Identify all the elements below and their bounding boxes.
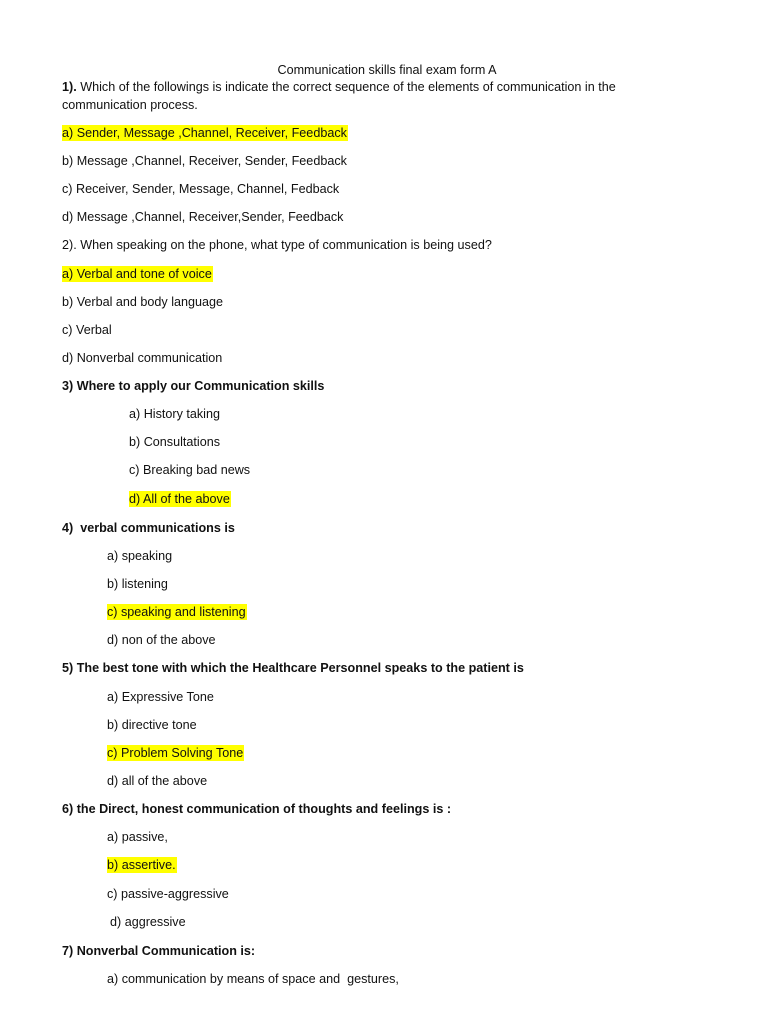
question-5: 5) The best tone with which the Healthcare Personnel speaks to the patient is	[62, 661, 524, 675]
q4-option-b: b) listening	[107, 577, 168, 591]
question-2: 2). When speaking on the phone, what type of communication is being used?	[62, 238, 492, 252]
q5-option-b: b) directive tone	[107, 718, 197, 732]
question-1-number: 1).	[62, 80, 77, 94]
q5-option-d: d) all of the above	[107, 774, 208, 788]
q5-option-a: a) Expressive Tone	[107, 690, 214, 704]
q2-option-b: b) Verbal and body language	[62, 295, 224, 309]
q5-option-c	[107, 745, 244, 761]
q7-option-a: a) communication by means of space and gestures,	[107, 972, 399, 986]
question-1	[62, 79, 702, 114]
q4-option-a: a) speaking	[107, 549, 173, 563]
question-3: 3) Where to apply our Communication skills	[62, 379, 325, 393]
q4-option-d: d) non of the above	[107, 633, 216, 647]
q1-option-c: c) Receiver, Sender, Message, Channel, Fedback	[62, 182, 340, 196]
q4-option-c	[107, 604, 247, 620]
question-7: 7) Nonverbal Communication is:	[62, 944, 256, 958]
q1-option-a	[62, 125, 348, 141]
q6-option-a: a) passive,	[107, 830, 168, 844]
q1-option-b: b) Message ,Channel, Receiver, Sender, Feedback	[62, 154, 347, 168]
q3-option-b: b) Consultations	[129, 435, 221, 449]
exam-title: Communication skills final exam form A	[277, 63, 497, 77]
q6-option-b	[107, 857, 177, 873]
question-4: 4) verbal communications is	[62, 521, 235, 535]
question-1-text: Which of the followings is indicate the correct sequence of the elements of communication in the communication process.	[62, 80, 616, 112]
q5-option-c-text: c) Problem Solving Tone	[107, 746, 244, 760]
q3-option-d	[129, 491, 231, 507]
q3-option-a: a) History taking	[129, 407, 220, 421]
q4-option-c-text: c) speaking and listening	[107, 605, 246, 619]
q2-option-d: d) Nonverbal communication	[62, 351, 223, 365]
q3-option-c: c) Breaking bad news	[129, 463, 251, 477]
q2-option-c: c) Verbal	[62, 323, 112, 337]
question-6: 6) the Direct, honest communication of thoughts and feelings is :	[62, 802, 452, 816]
q1-option-a-text: a) Sender, Message ,Channel, Receiver, Feedback	[62, 126, 347, 140]
q2-option-a-text: a) Verbal and tone of voice	[62, 267, 212, 281]
q1-option-d: d) Message ,Channel, Receiver,Sender, Feedback	[62, 210, 344, 224]
q3-option-d-text: d) All of the above	[129, 492, 230, 506]
q6-option-d: d) aggressive	[110, 915, 186, 929]
q6-option-c: c) passive-aggressive	[107, 887, 229, 901]
q2-option-a	[62, 266, 213, 282]
q6-option-b-text: b) assertive.	[107, 858, 176, 872]
